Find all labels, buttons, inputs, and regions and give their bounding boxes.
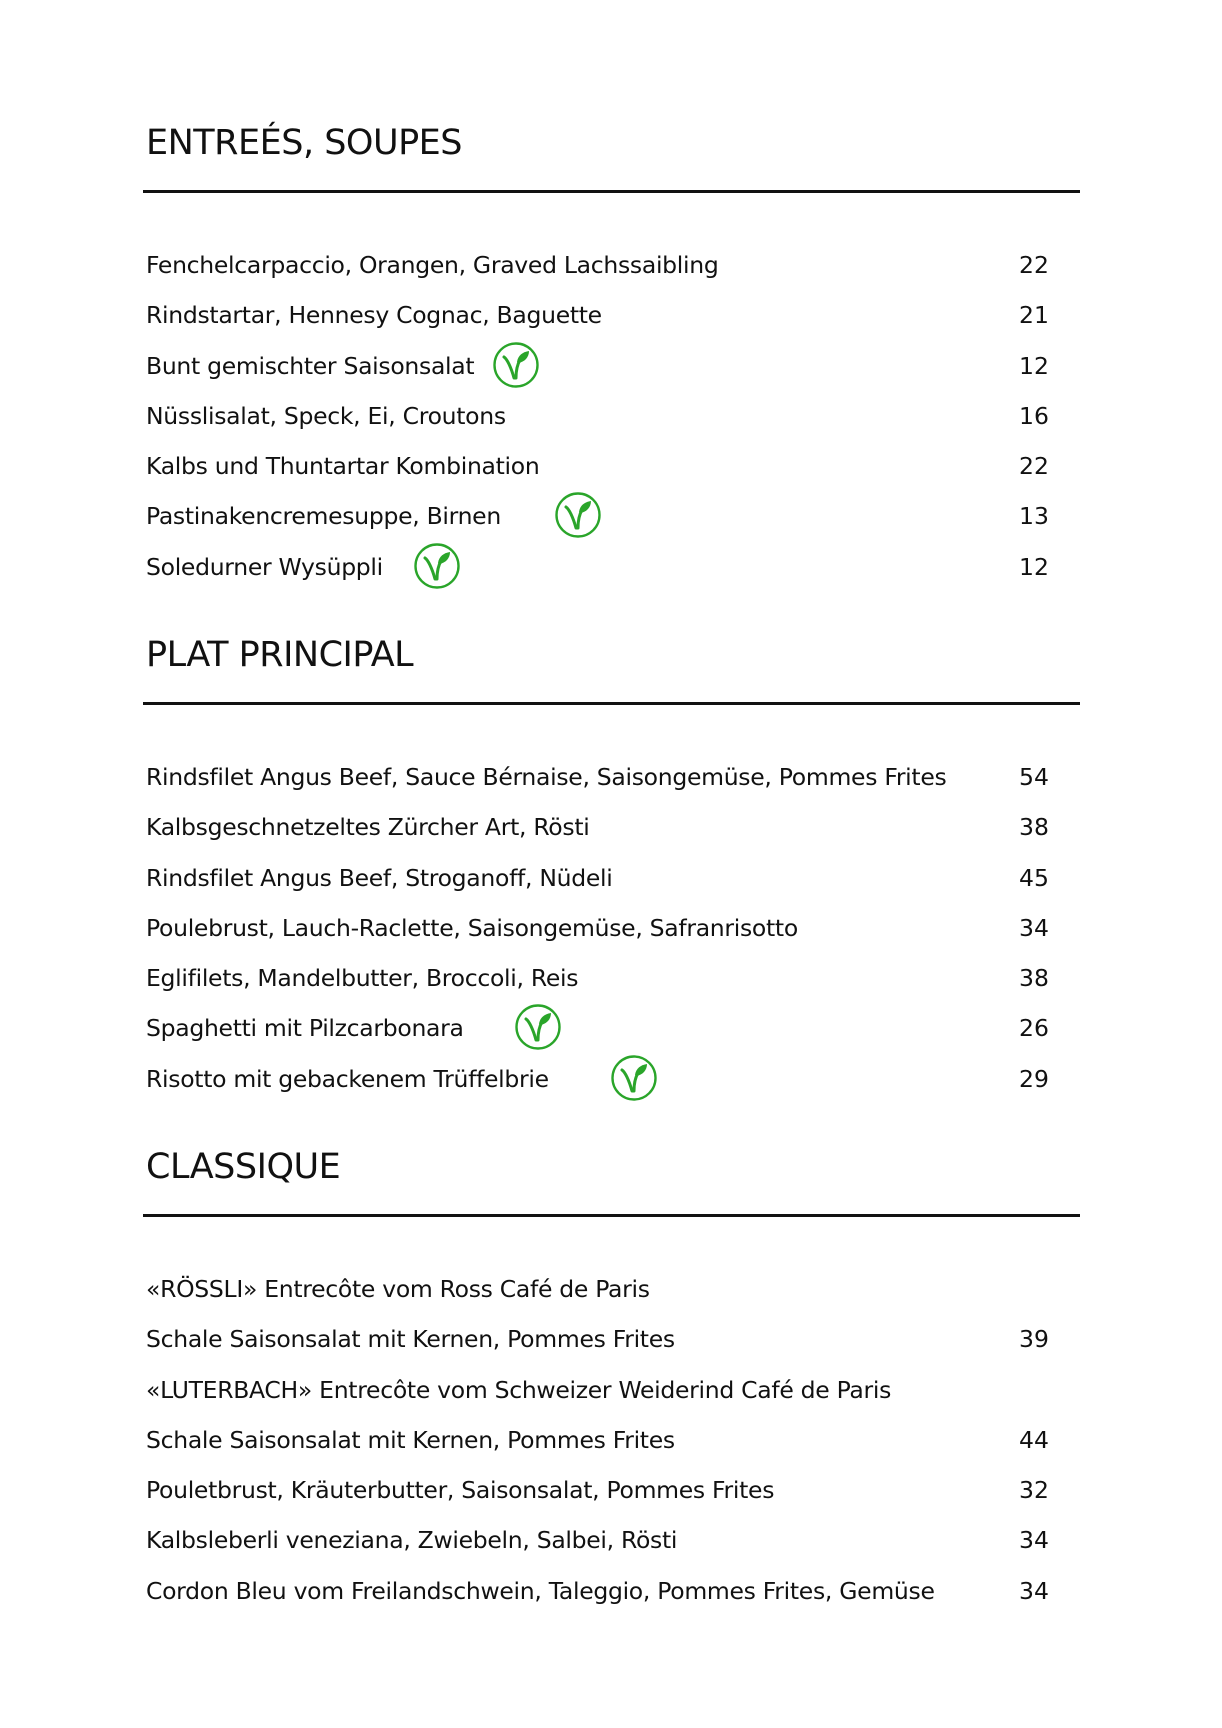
menu-item-name: «LUTERBACH» Entrecôte vom Schweizer Weiderind Café de Paris <box>146 1375 892 1404</box>
menu-item-price: 39 <box>1019 1325 1049 1354</box>
menu-item-name: Risotto mit gebackenem Trüffelbrie <box>146 1064 549 1093</box>
menu-item-name: Cordon Bleu vom Freilandschwein, Taleggio, Pommes Frites, Gemüse <box>146 1576 935 1605</box>
section-divider <box>143 1214 1080 1217</box>
menu-item-name: Spaghetti mit Pilzcarbonara <box>146 1014 464 1043</box>
menu-item-price: 54 <box>1019 763 1049 791</box>
menu-list <box>146 248 1080 600</box>
menu-item-name: Fenchelcarpaccio, Orangen, Graved Lachssaibling <box>146 251 719 279</box>
menu-item <box>146 399 1080 449</box>
section-title: CLASSIQUE <box>146 1147 341 1187</box>
menu-item-name: Rindsfilet Angus Beef, Sauce Bérnaise, Saisongemüse, Pommes Frites <box>146 763 947 791</box>
menu-item-name: Soledurner Wysüppli <box>146 552 383 581</box>
menu-item-name: Nüsslisalat, Speck, Ei, Croutons <box>146 401 506 430</box>
section-divider <box>143 702 1080 705</box>
menu-item-price: 12 <box>1019 351 1049 380</box>
menu-item-price: 29 <box>1019 1064 1049 1093</box>
vegetarian-icon <box>413 542 461 590</box>
vegetarian-icon <box>514 1003 562 1051</box>
vegetarian-icon <box>610 1054 658 1102</box>
menu-item <box>146 760 1080 810</box>
menu-item-name: Kalbsgeschnetzeltes Zürcher Art, Rösti <box>146 813 590 842</box>
menu-item-price: 26 <box>1019 1014 1049 1043</box>
menu-item-price: 13 <box>1019 502 1049 531</box>
menu-item <box>146 911 1080 961</box>
vegetarian-icon <box>554 491 602 539</box>
menu-item-price: 34 <box>1019 913 1049 942</box>
menu-item-price: 45 <box>1019 863 1049 892</box>
menu-item-name: Eglifilets, Mandelbutter, Broccoli, Reis <box>146 964 579 993</box>
menu-item <box>146 449 1080 499</box>
menu-item-price: 22 <box>1019 251 1049 279</box>
menu-item-name: Rindsfilet Angus Beef, Stroganoff, Nüdeli <box>146 863 613 892</box>
section-title: ENTREÉS, SOUPES <box>146 123 463 163</box>
menu-item <box>146 1272 1080 1322</box>
menu-item-price: 32 <box>1019 1476 1049 1505</box>
menu-item <box>146 248 1080 298</box>
menu-item-name: Pouletbrust, Kräuterbutter, Saisonsalat, Pommes Frites <box>146 1476 775 1505</box>
menu-item <box>146 349 1080 399</box>
menu-item-name: Bunt gemischter Saisonsalat <box>146 351 475 380</box>
menu-item-price: 21 <box>1019 301 1049 330</box>
menu-item <box>146 810 1080 860</box>
menu-item-price: 34 <box>1019 1576 1049 1605</box>
menu-item <box>146 1523 1080 1573</box>
menu-item-price: 44 <box>1019 1425 1049 1454</box>
vegetarian-icon <box>492 341 540 389</box>
menu-item <box>146 1373 1080 1423</box>
menu-item-price: 16 <box>1019 401 1049 430</box>
menu-item <box>146 1574 1080 1624</box>
menu-item-price: 38 <box>1019 813 1049 842</box>
menu-item <box>146 1062 1080 1112</box>
menu-item-name: Kalbs und Thuntartar Kombination <box>146 452 540 481</box>
menu-item-price: 34 <box>1019 1526 1049 1555</box>
menu-item <box>146 1423 1080 1473</box>
menu-item-name: Pastinakencremesuppe, Birnen <box>146 502 501 531</box>
menu-item <box>146 1322 1080 1372</box>
menu-item-name: «RÖSSLI» Entrecôte vom Ross Café de Paris <box>146 1275 650 1303</box>
menu-item <box>146 298 1080 348</box>
menu-list <box>146 760 1080 1112</box>
menu-item-name: Poulebrust, Lauch-Raclette, Saisongemüse, Safranrisotto <box>146 913 798 942</box>
menu-item-price: 22 <box>1019 452 1049 481</box>
menu-item-name: Schale Saisonsalat mit Kernen, Pommes Frites <box>146 1325 675 1354</box>
menu-item <box>146 861 1080 911</box>
menu-item <box>146 499 1080 549</box>
section-divider <box>143 190 1080 193</box>
section-title: PLAT PRINCIPAL <box>146 635 414 675</box>
menu-list <box>146 1272 1080 1624</box>
menu-item <box>146 1473 1080 1523</box>
menu-item-name: Kalbsleberli veneziana, Zwiebeln, Salbei, Rösti <box>146 1526 678 1555</box>
menu-item <box>146 550 1080 600</box>
menu-item-price: 38 <box>1019 964 1049 993</box>
menu-item-name: Schale Saisonsalat mit Kernen, Pommes Frites <box>146 1425 675 1454</box>
menu-item-price: 12 <box>1019 552 1049 581</box>
menu-item <box>146 961 1080 1011</box>
menu-item-name: Rindstartar, Hennesy Cognac, Baguette <box>146 301 602 330</box>
